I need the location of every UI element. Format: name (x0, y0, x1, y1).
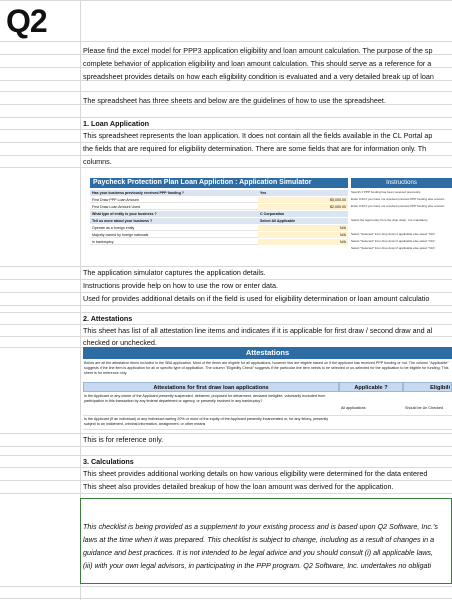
instruction-line: Select the legal entity from the drop down. It is mandatory. (351, 218, 429, 222)
simulator-row-value: N/A (340, 240, 346, 244)
simulator-row-value-cell[interactable] (258, 204, 348, 210)
checklist-line-2: laws at the time when it was prepared. This checklist is subject to change, including as a result of changes in a (83, 535, 435, 544)
section-1-after-1: The application simulator captures the application details. (83, 268, 266, 277)
attestation-row (83, 417, 452, 430)
simulator-row-value: Yes (260, 191, 267, 195)
simulator-row (90, 232, 348, 238)
simulator-row-label: Has your business previously received PPP funding ? (92, 191, 185, 195)
simulator-row (90, 218, 348, 224)
instruction-line: Select "Selected" from drop down if applicable else select "N/A". (351, 232, 437, 236)
grid-row-line (0, 586, 452, 587)
section-2-line-1: This sheet has list of all attestation line items and indicates if it is applicable for first draw / second draw and al (83, 326, 433, 335)
grid-row-line (0, 455, 452, 456)
simulator-row-value: C Corporation (260, 212, 285, 216)
grid-row-line (0, 493, 452, 494)
attestations-screenshot (83, 347, 452, 429)
intro-line-2: complete behavior of application eligibility and loan amount calculation. This should serve as a reference for a (83, 59, 432, 68)
simulator-title: Paycheck Protection Plan Loan Appliction : Application Simulator (90, 178, 348, 188)
grid-row-line (0, 0, 452, 1)
checklist-line-4: (iii) with your own legal advisors, in participating in the PPP program. Q2 Software, Inc. undertakes no obligati (83, 561, 432, 570)
simulator-screenshot (83, 178, 452, 256)
attestations-header-applicable: Applicable ? (339, 382, 403, 392)
attestation-text: Is the Applicant or any owner of the Applicant presently suspended, debarred, proposed for debarment, declared ineligible, voluntarily excluded from participation in this transaction by any federal department or agency, or presently involved in any bankruptcy? (84, 394, 326, 403)
section-1-line-2: the fields that are required for eligibility determination. There are some fields that are for information only. Th (83, 144, 427, 153)
grid-row-line (0, 312, 452, 313)
simulator-row-label: First Draw Loan Amount Used (92, 205, 140, 209)
simulator-row (90, 225, 348, 231)
q2-logo: Q2 (6, 3, 47, 39)
instruction-line: Select "Selected" from drop down if applicable else select "N/A". (351, 239, 437, 243)
grid-row-line (0, 117, 452, 118)
attestation-applicable: All applications (341, 406, 366, 410)
grid-row-line (0, 91, 452, 92)
section-1-after-2: Instructions provide help on how to use the row or enter data. (83, 281, 278, 290)
simulator-row (90, 239, 348, 245)
instructions-title: Instructions (351, 178, 452, 188)
simulator-row-value: $5,000.00 (330, 198, 346, 202)
checklist-line-3: guidance and best practices. It is not intended to be legal advice and you should consult (i) all applicable laws, (83, 548, 434, 557)
grid-row-line (0, 155, 452, 156)
simulator-row-value-cell[interactable] (258, 211, 348, 217)
simulator-row-label: First Draw PPP Loan Amount (92, 198, 139, 202)
grid-row-line (0, 598, 452, 599)
section-1-line-3: columns. (83, 157, 112, 166)
simulator-row (90, 197, 348, 203)
simulator-row-value: N/A (340, 233, 346, 237)
section-1-after-3: Used for provides additional details on if the field is used for eligibility determination or loan amount calculatio (83, 294, 430, 303)
attestation-eligibility: Should be Un Checked (405, 406, 443, 410)
grid-row-line (0, 41, 452, 42)
attestations-header-eligibility: Eligibili (403, 382, 452, 392)
simulator-row (90, 211, 348, 217)
attestations-description: Below are all the attestation items included in the SBA application. Most of the items are eligible for all applications, however few are eligible based on if the applicant has received PPP funding or not. The column "Applicable" suggests if the line item is application for all or specific type of application. The column "Eligibility Check" suggests if the particular line item needs to be selected or un-selected for the application to be eligible for funding. This sheet is for reference only. (84, 361, 449, 375)
simulator-row-label: Majority owned by foreign nationals (92, 233, 149, 237)
simulator-row-value-cell[interactable] (258, 225, 348, 231)
sheets-note: The spreadsheet has three sheets and below are the guidelines of how to use the spreadsheet. (83, 96, 386, 105)
grid-row-line (0, 446, 452, 447)
grid-row-line (0, 305, 452, 306)
attestation-text: Is the Applicant (if an individual) or any individual owning 20% or more of the equity of the Applicant presently incarcerated or, for any felony, presently subject to an indictment, criminal information, arraignment, or other means (84, 417, 329, 426)
simulator-row-value: Select All Applicable (260, 219, 296, 223)
simulator-row-label: In bankruptcy (92, 240, 114, 244)
simulator-row-value: $2,000.00 (330, 205, 346, 209)
attestations-title: Attestations (83, 347, 452, 359)
attestation-row (83, 394, 452, 416)
simulator-row-label: Tell us more about your business ? (92, 219, 153, 223)
checklist-line-1: This checklist is being provided as a supplement to your existing process and is based upon Q2 Software, Inc.'s (83, 522, 438, 531)
simulator-row-value: N/A (340, 226, 346, 230)
intro-line-1: Please find the excel model for PPP3 application eligibility and loan amount calculation. The purpose of the sp (83, 46, 433, 55)
intro-line-3: spreadsheet provides details on how each eligibility condition is evaluated and a very detailed break up of loan (83, 72, 434, 81)
simulator-row-value-cell[interactable] (258, 197, 348, 203)
section-2-after: This is for reference only. (83, 435, 164, 444)
grid-row-line (0, 167, 452, 168)
simulator-row-value-cell[interactable] (258, 232, 348, 238)
section-2-line-2: checked or unchecked. (83, 338, 157, 347)
simulator-row (90, 190, 348, 196)
instruction-line: Enter 0.00 if you have not received previous PPP funding else amount. (351, 197, 446, 201)
grid-row-line (0, 433, 452, 434)
section-1-title: 1. Loan Application (83, 119, 150, 128)
simulator-row-value-cell[interactable] (258, 239, 348, 245)
simulator-row-value-cell[interactable] (258, 218, 348, 224)
section-3-title: 3. Calculations (83, 457, 134, 466)
section-1-line-1: This spreadsheet represents the loan application. It does not contain all the fields available in the CL Portal ap (83, 131, 433, 140)
instruction-line: Specify if PPP funding has been received previously. (351, 190, 421, 194)
instruction-line: Select "Selected" from drop down if applicable else select "N/A". (351, 246, 437, 250)
simulator-row (90, 204, 348, 210)
attestations-header-item: Attestations for first draw loan applications (83, 382, 339, 392)
instruction-line: Enter 0.00 if you have not received previous PPP funding else amount. (351, 204, 446, 208)
simulator-row-value-cell[interactable] (258, 190, 348, 196)
simulator-row-label: What type of entity is your business ? (92, 212, 157, 216)
section-3-line-1: This sheet provides additional working details on how various eligibility were determined for the data entered (83, 469, 428, 478)
simulator-row-label: Operate as a foreign entity (92, 226, 135, 230)
section-3-line-2: This sheet also provides detailed breakup of how the loan amount was derived for the application. (83, 482, 394, 491)
section-2-title: 2. Attestations (83, 314, 133, 323)
